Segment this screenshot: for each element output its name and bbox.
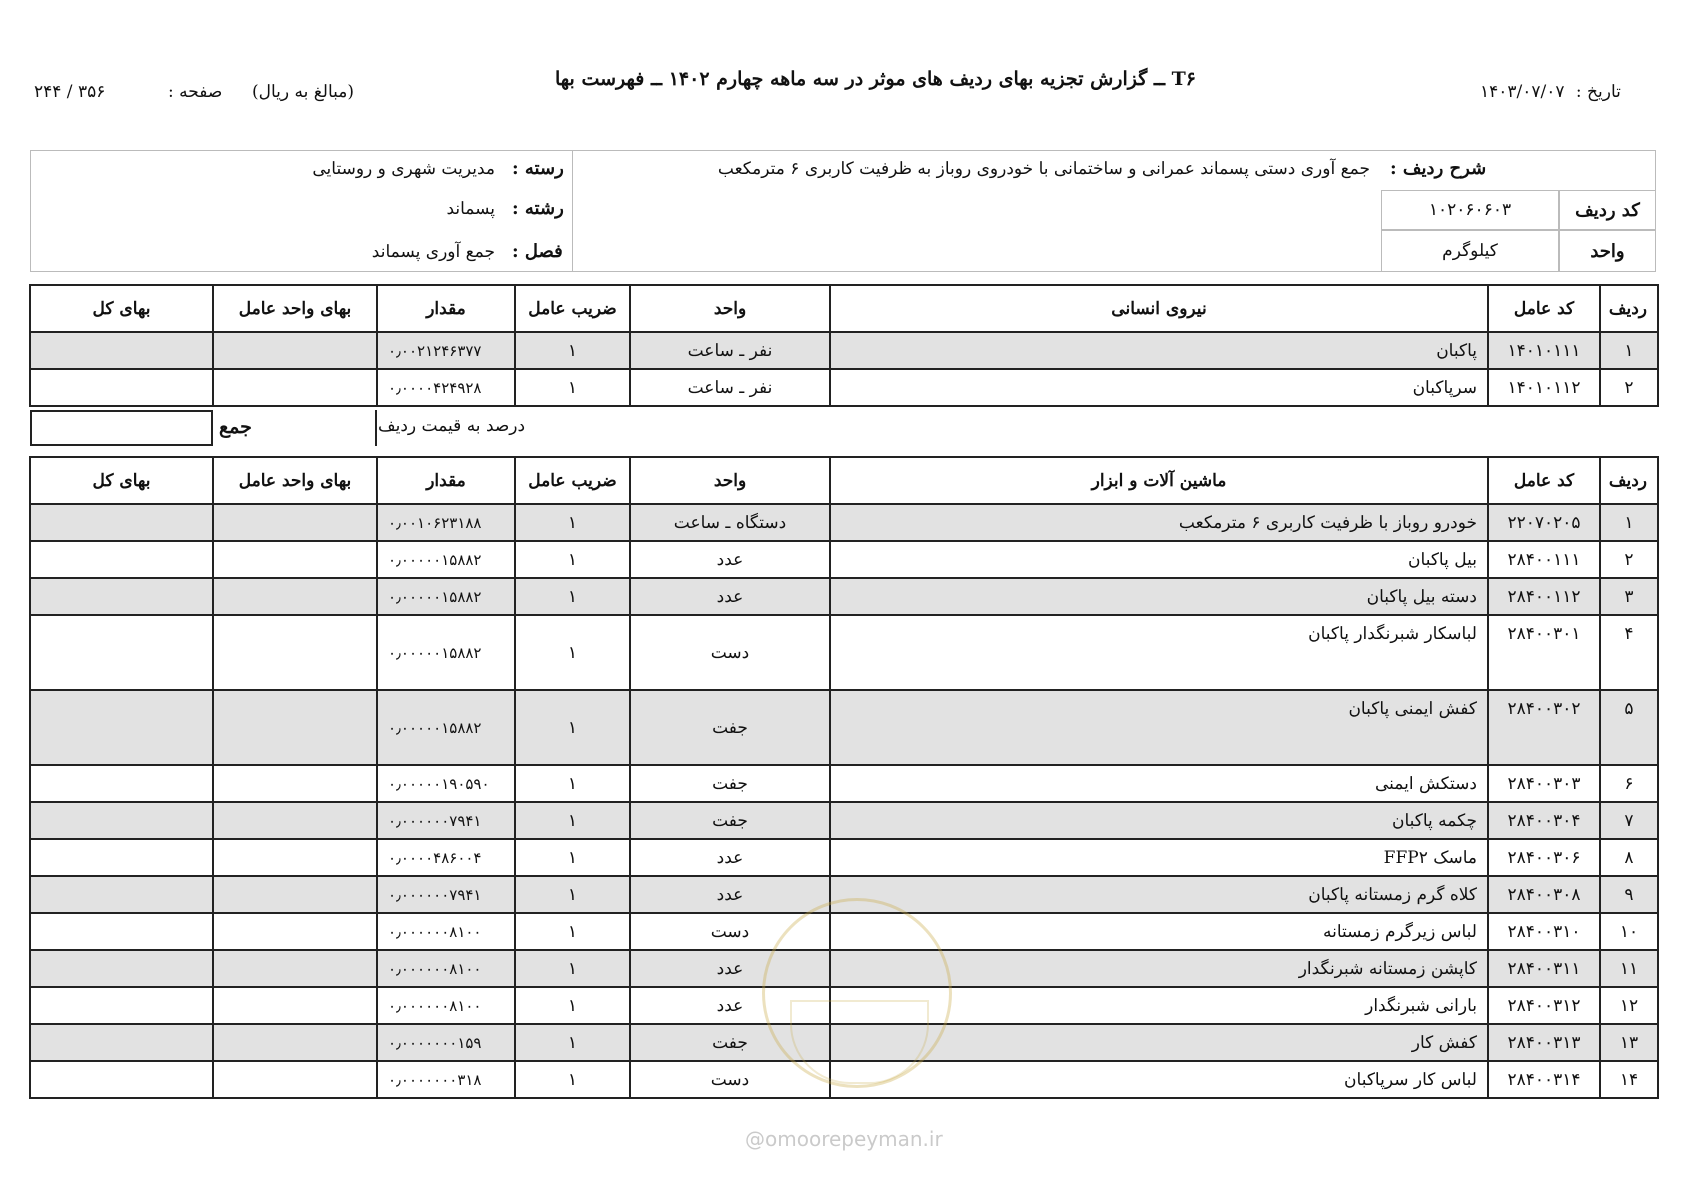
factor-coefficient: ۱ (515, 802, 630, 839)
factor-unit: جفت (630, 1024, 830, 1061)
row-number: ۹ (1600, 876, 1658, 913)
report-title: T۶ ــ گزارش تجزیه بهای ردیف های موثر در سه ماهه چهارم ۱۴۰۲ ــ فهرست بها (555, 68, 1196, 90)
page-label: صفحه : (168, 82, 223, 102)
factor-unit: دستگاه ـ ساعت (630, 504, 830, 541)
factor-unit: عدد (630, 578, 830, 615)
row-number: ۱۴ (1600, 1061, 1658, 1098)
factor-coefficient: ۱ (515, 1061, 630, 1098)
factor-unit: جفت (630, 765, 830, 802)
factor-description: لباس کار سرپاکبان (830, 1061, 1488, 1098)
factor-total-price (30, 369, 213, 406)
factor-coefficient: ۱ (515, 541, 630, 578)
factor-total-price (30, 541, 213, 578)
factor-coefficient: ۱ (515, 369, 630, 406)
table-row (30, 765, 1658, 802)
factor-total-price (30, 1024, 213, 1061)
factor-coefficient: ۱ (515, 615, 630, 690)
factor-unit-price (213, 541, 377, 578)
factor-code: ۲۸۴۰۰۳۱۲ (1488, 987, 1600, 1024)
factor-total-price (30, 950, 213, 987)
factor-description: پاکبان (830, 332, 1488, 369)
factor-quantity: ۰٫۰۰۰۰۴۲۴۹۲۸ (377, 369, 515, 406)
col-unit-price: بهای واحد عامل (213, 285, 377, 332)
row-desc-value: جمع آوری دستی پسماند عمرانی و ساختمانی با خودروی روباز به ظرفیت کاربری ۶ مترمکعب (717, 159, 1370, 179)
unit-label (1559, 230, 1656, 272)
col-labor-title: نیروی انسانی (830, 285, 1488, 332)
table-row (30, 369, 1658, 406)
row-code-label-text: کد ردیف (1575, 199, 1640, 221)
field-value: پسماند (446, 199, 495, 219)
page-value: ۳۵۶ / ۲۴۴ (34, 82, 106, 102)
factor-quantity: ۰٫۰۰۰۰۰۰۰۱۵۹ (377, 1024, 515, 1061)
row-number: ۶ (1600, 765, 1658, 802)
table-row (30, 541, 1658, 578)
row-number: ۲ (1600, 541, 1658, 578)
factor-coefficient: ۱ (515, 578, 630, 615)
factor-quantity: ۰٫۰۰۰۰۰۰۸۱۰۰ (377, 950, 515, 987)
chapter-label: فصل : (512, 241, 563, 262)
col-qty: مقدار (377, 285, 515, 332)
factor-coefficient: ۱ (515, 690, 630, 765)
col-row: ردیف (1600, 457, 1658, 504)
row-number: ۳ (1600, 578, 1658, 615)
factor-unit: نفر ـ ساعت (630, 369, 830, 406)
factor-description: کاپشن زمستانه شبرنگدار (830, 950, 1488, 987)
factor-unit: نفر ـ ساعت (630, 332, 830, 369)
factor-unit-price (213, 690, 377, 765)
table-row (30, 332, 1658, 369)
factor-description: ماسک FFP۲ (830, 839, 1488, 876)
factor-unit-price (213, 765, 377, 802)
factor-unit-price (213, 913, 377, 950)
factor-quantity: ۰٫۰۰۰۰۰۰۸۱۰۰ (377, 913, 515, 950)
row-code-label (1559, 190, 1656, 230)
col-total: بهای کل (30, 285, 213, 332)
factor-code: ۲۸۴۰۰۱۱۱ (1488, 541, 1600, 578)
row-desc-label: شرح ردیف : (1390, 158, 1487, 179)
table-row (30, 615, 1658, 690)
factor-total-price (30, 578, 213, 615)
col-unit: واحد (630, 457, 830, 504)
factor-unit-price (213, 839, 377, 876)
col-total: بهای کل (30, 457, 213, 504)
factor-unit: جفت (630, 690, 830, 765)
factor-unit-price (213, 876, 377, 913)
factor-description: دسته بیل پاکبان (830, 578, 1488, 615)
factor-coefficient: ۱ (515, 1024, 630, 1061)
factor-code: ۲۸۴۰۰۳۰۳ (1488, 765, 1600, 802)
factor-unit-price (213, 369, 377, 406)
col-unit-price: بهای واحد عامل (213, 457, 377, 504)
factor-unit-price (213, 1061, 377, 1098)
factor-coefficient: ۱ (515, 332, 630, 369)
labor-table (29, 284, 1659, 407)
factor-unit: دست (630, 1061, 830, 1098)
sum-label-cell (211, 410, 377, 446)
date-line (1480, 82, 1621, 102)
col-coef: ضریب عامل (515, 457, 630, 504)
date-value: ۱۴۰۳/۰۷/۰۷ (1480, 82, 1565, 102)
factor-quantity: ۰٫۰۰۰۰۰۱۹۰۵۹۰ (377, 765, 515, 802)
factor-total-price (30, 504, 213, 541)
factor-code: ۲۸۴۰۰۳۰۸ (1488, 876, 1600, 913)
row-code-value (1381, 190, 1559, 230)
factor-unit: دست (630, 913, 830, 950)
factor-coefficient: ۱ (515, 987, 630, 1024)
factor-total-price (30, 987, 213, 1024)
factor-quantity: ۰٫۰۰۰۰۰۱۵۸۸۲ (377, 615, 515, 690)
col-code: کد عامل (1488, 285, 1600, 332)
factor-coefficient: ۱ (515, 913, 630, 950)
row-number: ۱۰ (1600, 913, 1658, 950)
factor-description: بیل پاکبان (830, 541, 1488, 578)
factor-quantity: ۰٫۰۰۰۰۰۱۵۸۸۲ (377, 578, 515, 615)
labor-header-row (30, 285, 1658, 332)
row-number: ۷ (1600, 802, 1658, 839)
factor-description: خودرو روباز با ظرفیت کاربری ۶ مترمکعب (830, 504, 1488, 541)
factor-quantity: ۰٫۰۰۰۰۰۱۵۸۸۲ (377, 541, 515, 578)
category-label: رسته : (512, 158, 564, 179)
factor-code: ۲۸۴۰۰۳۰۶ (1488, 839, 1600, 876)
factor-unit-price (213, 950, 377, 987)
row-code-text: ۱۰۲۰۶۰۶۰۳ (1428, 200, 1512, 220)
unit-label-text: واحد (1590, 240, 1625, 262)
table-row (30, 690, 1658, 765)
factor-description: لباس زیرگرم زمستانه (830, 913, 1488, 950)
factor-unit: عدد (630, 876, 830, 913)
row-number: ۸ (1600, 839, 1658, 876)
factor-total-price (30, 690, 213, 765)
row-number: ۱۱ (1600, 950, 1658, 987)
machinery-header-row (30, 457, 1658, 504)
col-row: ردیف (1600, 285, 1658, 332)
factor-unit: دست (630, 615, 830, 690)
factor-unit-price (213, 504, 377, 541)
watermark-url: @omoorepeyman.ir (745, 1127, 943, 1151)
factor-code: ۲۸۴۰۰۳۱۰ (1488, 913, 1600, 950)
col-machinery-title: ماشین آلات و ابزار (830, 457, 1488, 504)
amounts-note: (مبالغ به ریال) (252, 82, 355, 102)
factor-quantity: ۰٫۰۰۰۰۰۰۰۳۱۸ (377, 1061, 515, 1098)
factor-unit: عدد (630, 987, 830, 1024)
factor-total-price (30, 876, 213, 913)
row-number: ۱۲ (1600, 987, 1658, 1024)
factor-unit: جفت (630, 802, 830, 839)
factor-code: ۲۸۴۰۰۳۱۳ (1488, 1024, 1600, 1061)
factor-unit-price (213, 802, 377, 839)
factor-total-price (30, 913, 213, 950)
factor-total-price (30, 1061, 213, 1098)
row-number: ۱۳ (1600, 1024, 1658, 1061)
col-qty: مقدار (377, 457, 515, 504)
factor-total-price (30, 332, 213, 369)
factor-description: بارانی شبرنگدار (830, 987, 1488, 1024)
col-unit: واحد (630, 285, 830, 332)
factor-coefficient: ۱ (515, 765, 630, 802)
factor-code: ۲۸۴۰۰۳۱۴ (1488, 1061, 1600, 1098)
factor-code: ۱۴۰۱۰۱۱۱ (1488, 332, 1600, 369)
factor-unit-price (213, 332, 377, 369)
factor-quantity: ۰٫۰۰۱۰۶۲۳۱۸۸ (377, 504, 515, 541)
sum-label: جمع (219, 416, 252, 438)
factor-coefficient: ۱ (515, 839, 630, 876)
factor-description: کفش کار (830, 1024, 1488, 1061)
category-value: مدیریت شهری و روستایی (312, 159, 495, 179)
factor-code: ۲۸۴۰۰۳۰۴ (1488, 802, 1600, 839)
date-label: تاریخ : (1575, 82, 1621, 102)
factor-description: دستکش ایمنی (830, 765, 1488, 802)
factor-description: لباسکار شبرنگدار پاکبان (830, 615, 1488, 690)
factor-unit-price (213, 1024, 377, 1061)
factor-coefficient: ۱ (515, 504, 630, 541)
factor-code: ۲۸۴۰۰۳۰۲ (1488, 690, 1600, 765)
factor-unit-price (213, 578, 377, 615)
factor-quantity: ۰٫۰۰۲۱۲۴۶۳۷۷ (377, 332, 515, 369)
factor-unit: عدد (630, 950, 830, 987)
sum-total-cell (30, 410, 213, 446)
factor-quantity: ۰٫۰۰۰۰۴۸۶۰۰۴ (377, 839, 515, 876)
factor-code: ۱۴۰۱۰۱۱۲ (1488, 369, 1600, 406)
percent-label: درصد به قیمت ردیف (378, 416, 526, 436)
table-row (30, 504, 1658, 541)
factor-quantity: ۰٫۰۰۰۰۰۰۷۹۴۱ (377, 802, 515, 839)
factor-quantity: ۰٫۰۰۰۰۰۰۷۹۴۱ (377, 876, 515, 913)
factor-quantity: ۰٫۰۰۰۰۰۱۵۸۸۲ (377, 690, 515, 765)
factor-total-price (30, 615, 213, 690)
factor-code: ۲۲۰۷۰۲۰۵ (1488, 504, 1600, 541)
factor-coefficient: ۱ (515, 950, 630, 987)
factor-description: کفش ایمنی پاکبان (830, 690, 1488, 765)
table-row (30, 802, 1658, 839)
factor-total-price (30, 765, 213, 802)
factor-unit-price (213, 987, 377, 1024)
unit-value (1381, 230, 1559, 272)
col-code: کد عامل (1488, 457, 1600, 504)
factor-total-price (30, 802, 213, 839)
factor-code: ۲۸۴۰۰۱۱۲ (1488, 578, 1600, 615)
table-row (30, 578, 1658, 615)
col-coef: ضریب عامل (515, 285, 630, 332)
factor-code: ۲۸۴۰۰۳۰۱ (1488, 615, 1600, 690)
field-label: رشته : (512, 198, 564, 219)
factor-code: ۲۸۴۰۰۳۱۱ (1488, 950, 1600, 987)
row-number: ۱ (1600, 332, 1658, 369)
factor-description: سرپاکبان (830, 369, 1488, 406)
row-number: ۱ (1600, 504, 1658, 541)
factor-quantity: ۰٫۰۰۰۰۰۰۸۱۰۰ (377, 987, 515, 1024)
factor-description: چکمه پاکبان (830, 802, 1488, 839)
labor-sum-row (30, 410, 1657, 446)
chapter-value: جمع آوری پسماند (371, 242, 495, 262)
unit-value-text: کیلوگرم (1442, 241, 1498, 261)
factor-description: کلاه گرم زمستانه پاکبان (830, 876, 1488, 913)
factor-unit-price (213, 615, 377, 690)
factor-unit: عدد (630, 541, 830, 578)
factor-unit: عدد (630, 839, 830, 876)
factor-total-price (30, 839, 213, 876)
table-row (30, 839, 1658, 876)
row-number: ۲ (1600, 369, 1658, 406)
info-divider (572, 150, 573, 272)
factor-coefficient: ۱ (515, 876, 630, 913)
row-number: ۵ (1600, 690, 1658, 765)
row-number: ۴ (1600, 615, 1658, 690)
